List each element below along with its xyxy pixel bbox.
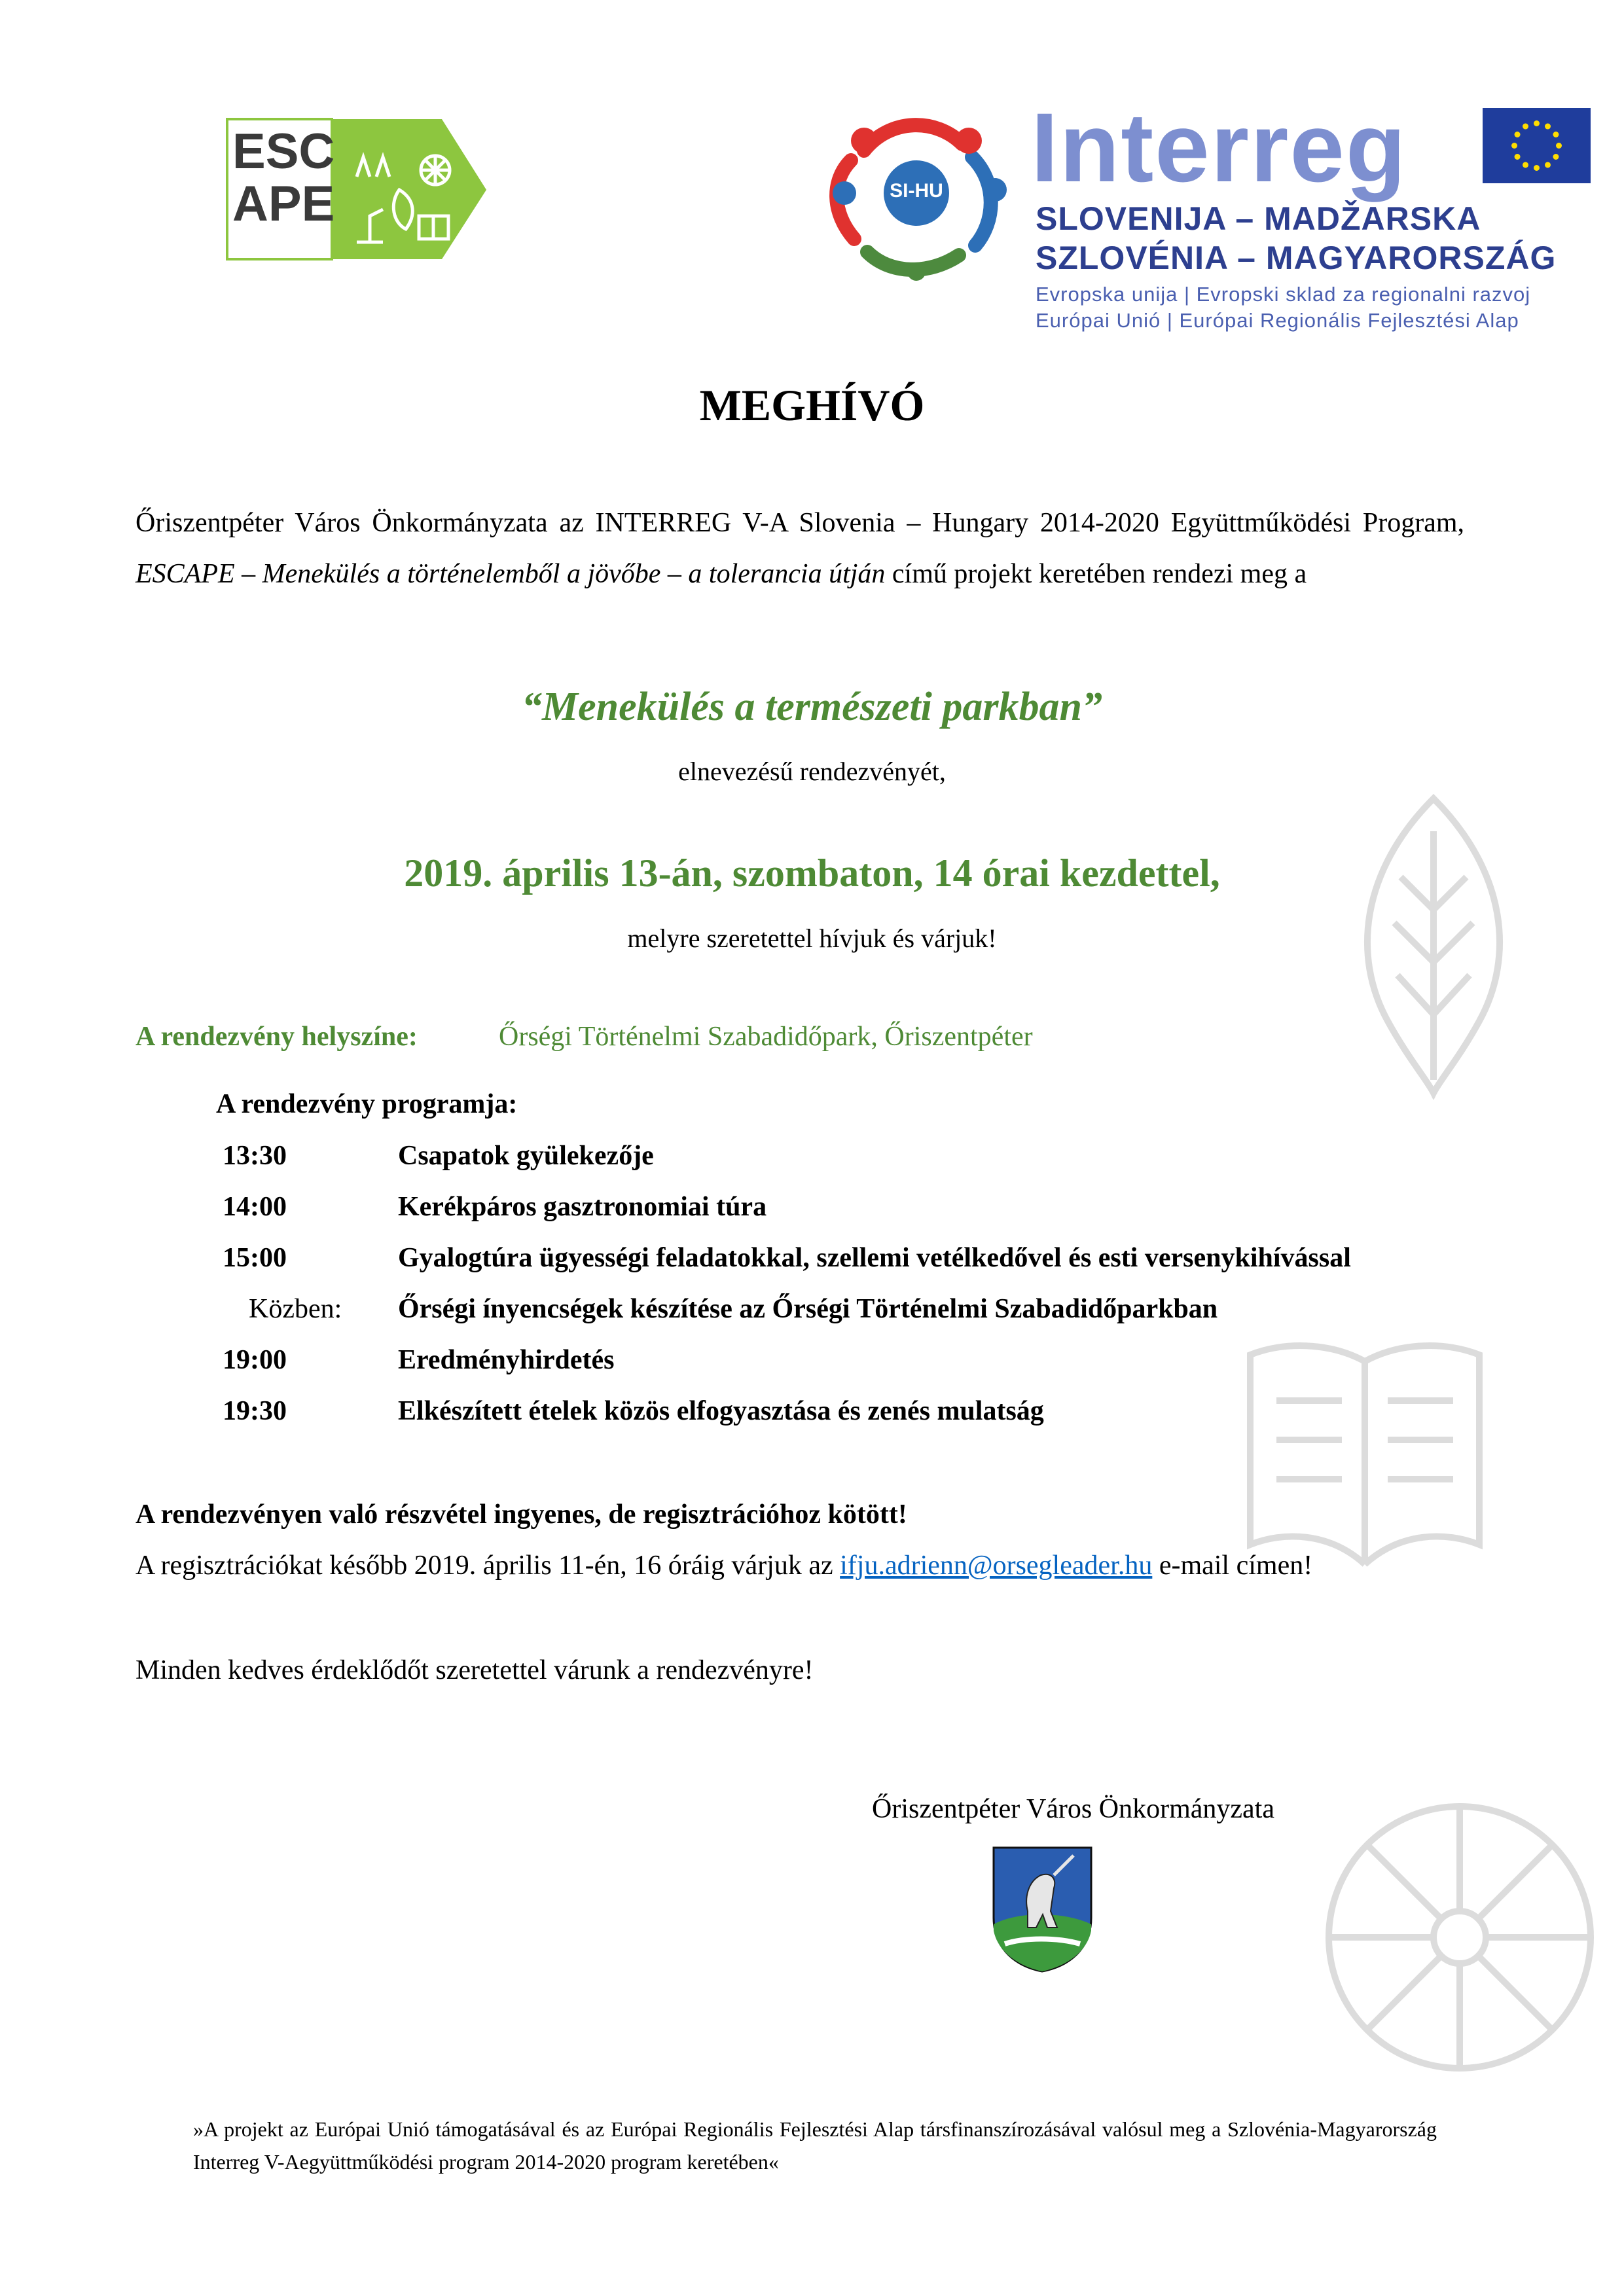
interreg-line2: SZLOVÉNIA – MAGYARORSZÁG [1036, 240, 1557, 276]
email-link[interactable]: ifju.adrienn@orsegleader.hu [840, 1551, 1153, 1581]
registration-line [135, 1550, 1312, 1581]
program-activity: Gyalogtúra ügyességi feladatokkal, szellemi vetélkedővel és esti versenykihívással [398, 1243, 1351, 1273]
event-name: “Menekülés a természeti parkban” [522, 685, 1102, 729]
eu-star-icon [1545, 124, 1551, 130]
eu-star-icon [1534, 165, 1540, 171]
eu-star-icon [1534, 120, 1540, 126]
wheel-watermark-icon [1309, 1787, 1610, 2088]
program-activity: Őrségi ínyencségek készítése az Őrségi Történelmi Szabadidőparkban [398, 1294, 1218, 1324]
project-name: ESCAPE – Menekülés a történelemből a jövőbe – a tolerancia útján [135, 559, 886, 589]
coat-of-arms-icon [992, 1846, 1093, 1973]
eu-star-icon [1553, 154, 1559, 160]
eu-flag-icon [1483, 108, 1591, 183]
intro-text-part2: című projekt keretében rendezi meg a [885, 559, 1307, 589]
book-watermark-icon [1237, 1329, 1492, 1571]
invite-line: melyre szeretettel hívjuk és várjuk! [627, 924, 997, 953]
page-title: MEGHÍVÓ [699, 380, 925, 430]
footer-note: »A projekt az Európai Unió támogatásával és az Európai Regionális Fejlesztési Alap társfinanszírozásával valósul meg a Szlovénia-Magyarország Interreg V-Aegyüttműködési program 2014-2020 program keretében« [193, 2117, 1437, 2174]
eu-star-icon [1556, 143, 1562, 149]
interreg-line3: Evropska unija | Evropski sklad za regionalni razvoj [1036, 283, 1531, 306]
program-activity: Csapatok gyülekezője [398, 1141, 654, 1171]
closing-line: Minden kedves érdeklődőt szeretettel várunk a rendezvényre! [135, 1655, 814, 1685]
program-time: 19:30 [223, 1396, 287, 1426]
signature: Őriszentpéter Város Önkormányzata [872, 1794, 1274, 1824]
registration-text-before: A regisztrációkat később 2019. április 11-én, 16 óráig várjuk az [135, 1551, 840, 1581]
event-date: 2019. április 13-án, szombaton, 14 órai kezdettel, [404, 852, 1220, 895]
si-hu-logo-text: SI-HU [890, 180, 943, 202]
interreg-line1: SLOVENIJA – MADŽARSKA [1036, 200, 1481, 237]
eu-star-icon [1523, 162, 1528, 168]
interreg-line4: Európai Unió | Európai Regionális Fejlesztési Alap [1036, 309, 1519, 332]
si-hu-logo [818, 105, 1015, 281]
escape-logo [226, 118, 488, 262]
eu-star-icon [1545, 162, 1551, 168]
escape-logo-text-line2: APE [232, 176, 335, 232]
registration-text-after: e-mail címen! [1152, 1551, 1313, 1581]
eu-star-icon [1511, 143, 1517, 149]
intro-paragraph [135, 497, 1464, 600]
program-time: 14:00 [223, 1192, 287, 1222]
program-heading: A rendezvény programja: [216, 1089, 518, 1119]
eu-star-icon [1515, 132, 1521, 137]
eu-star-icon [1523, 124, 1528, 130]
intro-text-part1: Őriszentpéter Város Önkormányzata az INTERREG V-A Slovenia – Hungary 2014-2020 Együttműködési Program, [135, 508, 1464, 538]
eu-star-icon [1515, 154, 1521, 160]
program-time: 13:30 [223, 1141, 287, 1171]
venue-value: Őrségi Történelmi Szabadidőpark, Őriszentpéter [499, 1022, 1033, 1052]
escape-logo-text-line1: ESC [232, 124, 335, 179]
event-suffix: elnevezésű rendezvényét, [678, 757, 946, 786]
program-time: Közben: [249, 1294, 342, 1324]
program-activity: Elkészített ételek közös elfogyasztása és zenés mulatság [398, 1396, 1044, 1426]
eu-star-icon [1553, 132, 1559, 137]
venue-label: A rendezvény helyszíne: [135, 1022, 418, 1052]
interreg-logo-word: Interreg [1031, 92, 1407, 202]
program-activity: Kerékpáros gasztronomiai túra [398, 1192, 767, 1222]
program-time: 15:00 [223, 1243, 287, 1273]
registration-notice: A rendezvényen való részvétel ingyenes, de regisztrációhoz kötött! [135, 1499, 907, 1530]
program-time: 19:00 [223, 1345, 287, 1375]
program-activity: Eredményhirdetés [398, 1345, 615, 1375]
